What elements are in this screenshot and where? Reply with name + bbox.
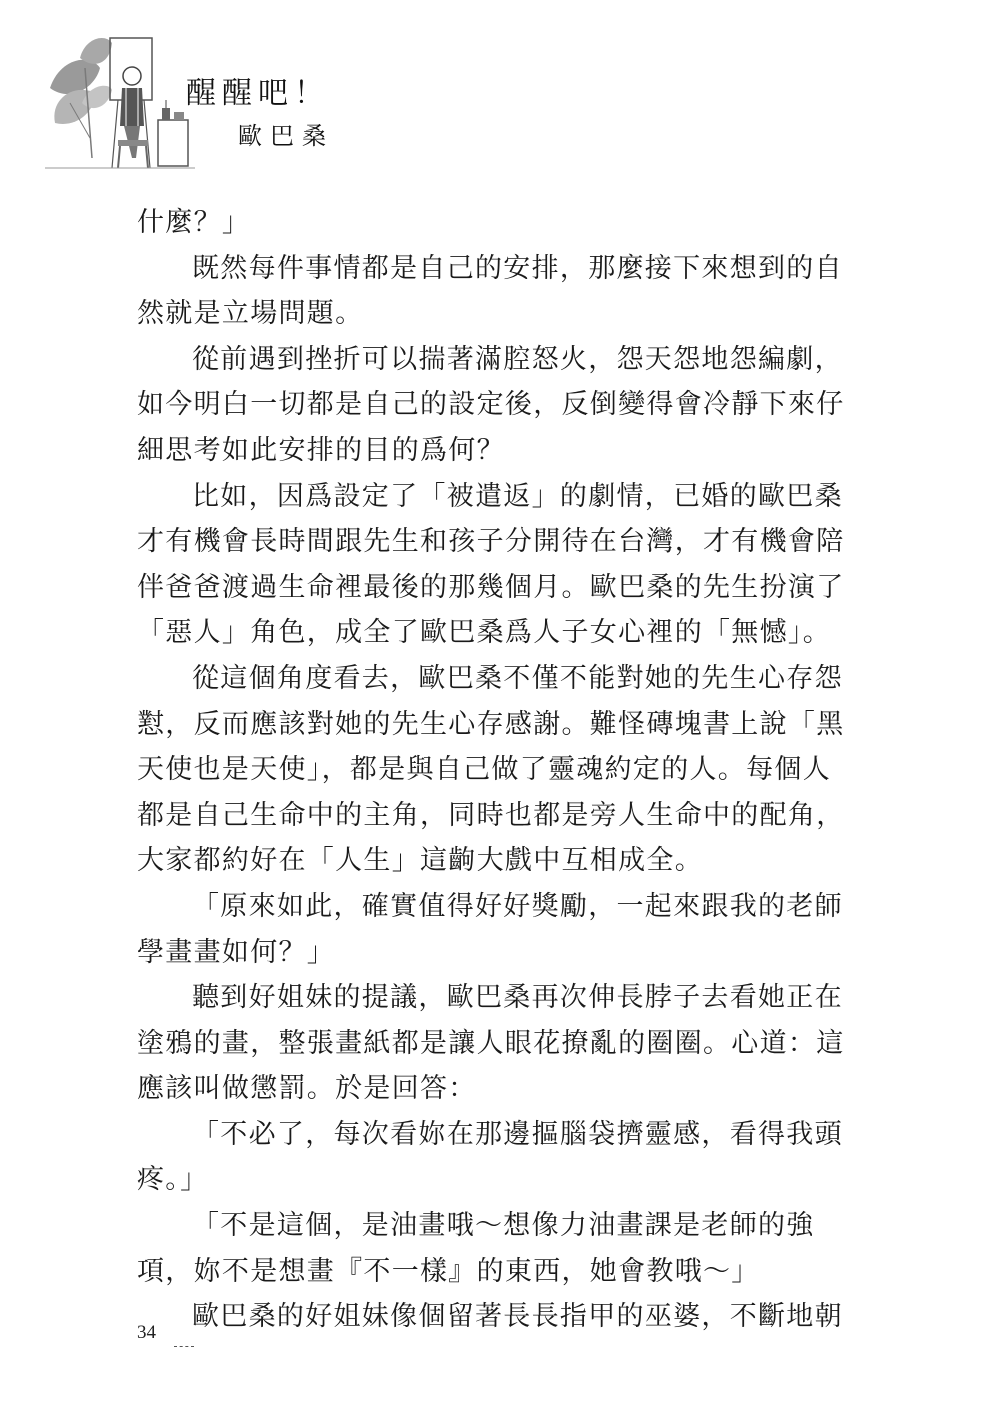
text-line: 學畫畫如何？」 (137, 936, 336, 968)
text-line: 聽到好姐妹的提議，歐巴桑再次伸長脖子去看她正在 (192, 982, 843, 1014)
page-number: 34 (137, 1322, 156, 1343)
text-line: 如今明白一切都是自己的設定後，反倒變得會冷靜下來仔 (137, 389, 845, 421)
text-line: 懟，反而應該對她的先生心存感謝。難怪磚塊書上說「黑 (137, 708, 845, 740)
text-line: 項，妳不是想畫『不一樣』的東西，她會教哦～」 (137, 1255, 760, 1287)
text-line: 大家都約好在「人生」這齣大戲中互相成全。 (137, 845, 703, 877)
text-line: 比如，因爲設定了「被遣返」的劇情，已婚的歐巴桑 (192, 480, 843, 512)
text-line: 伴爸爸渡過生命裡最後的那幾個月。歐巴桑的先生扮演了 (137, 571, 845, 603)
woman-painting-with-plant-illustration (40, 28, 200, 178)
page-subtitle: 歐巴桑 (238, 122, 334, 150)
text-line: 細思考如此安排的目的爲何？ (137, 434, 505, 466)
text-line: 從前遇到挫折可以揣著滿腔怒火，怨天怨地怨編劇， (192, 343, 843, 375)
text-line: 都是自己生命中的主角，同時也都是旁人生命中的配角， (137, 799, 845, 831)
page-title: 醒醒吧！ (186, 76, 330, 111)
text-line: 才有機會長時間跟先生和孩子分開待在台灣，才有機會陪 (137, 526, 845, 558)
text-line: 「原來如此，確實值得好好獎勵，一起來跟我的老師 (192, 890, 843, 922)
text-line: 塗鴉的畫，整張畫紙都是讓人眼花撩亂的圈圈。心道：這 (137, 1027, 845, 1059)
text-line: 應該叫做懲罰。於是回答： (137, 1073, 477, 1105)
text-line: 歐巴桑的好姐妹像個留著長長指甲的巫婆，不斷地朝 (192, 1301, 843, 1333)
text-line: 什麼？」 (137, 207, 251, 238)
page-header (0, 0, 1000, 190)
text-line: 天使也是天使」，都是與自己做了靈魂約定的人。每個人 (137, 754, 831, 786)
text-line: 然就是立場問題。 (137, 298, 364, 330)
text-line: 疼。」 (137, 1164, 209, 1196)
text-line: 「不必了，每次看妳在那邊摳腦袋擠靈感，看得我頭 (192, 1118, 843, 1150)
text-line: 「惡人」角色，成全了歐巴桑爲人子女心裡的「無憾」。 (137, 617, 831, 649)
text-line: 「不是這個，是油畫哦～想像力油畫課是老師的強 (192, 1210, 815, 1242)
text-line: 從這個角度看去，歐巴桑不僅不能對她的先生心存怨 (192, 662, 843, 694)
text-line: 既然每件事情都是自己的安排，那麼接下來想到的自 (192, 252, 843, 284)
footer-divider (174, 1346, 194, 1348)
body-text (137, 200, 847, 1340)
